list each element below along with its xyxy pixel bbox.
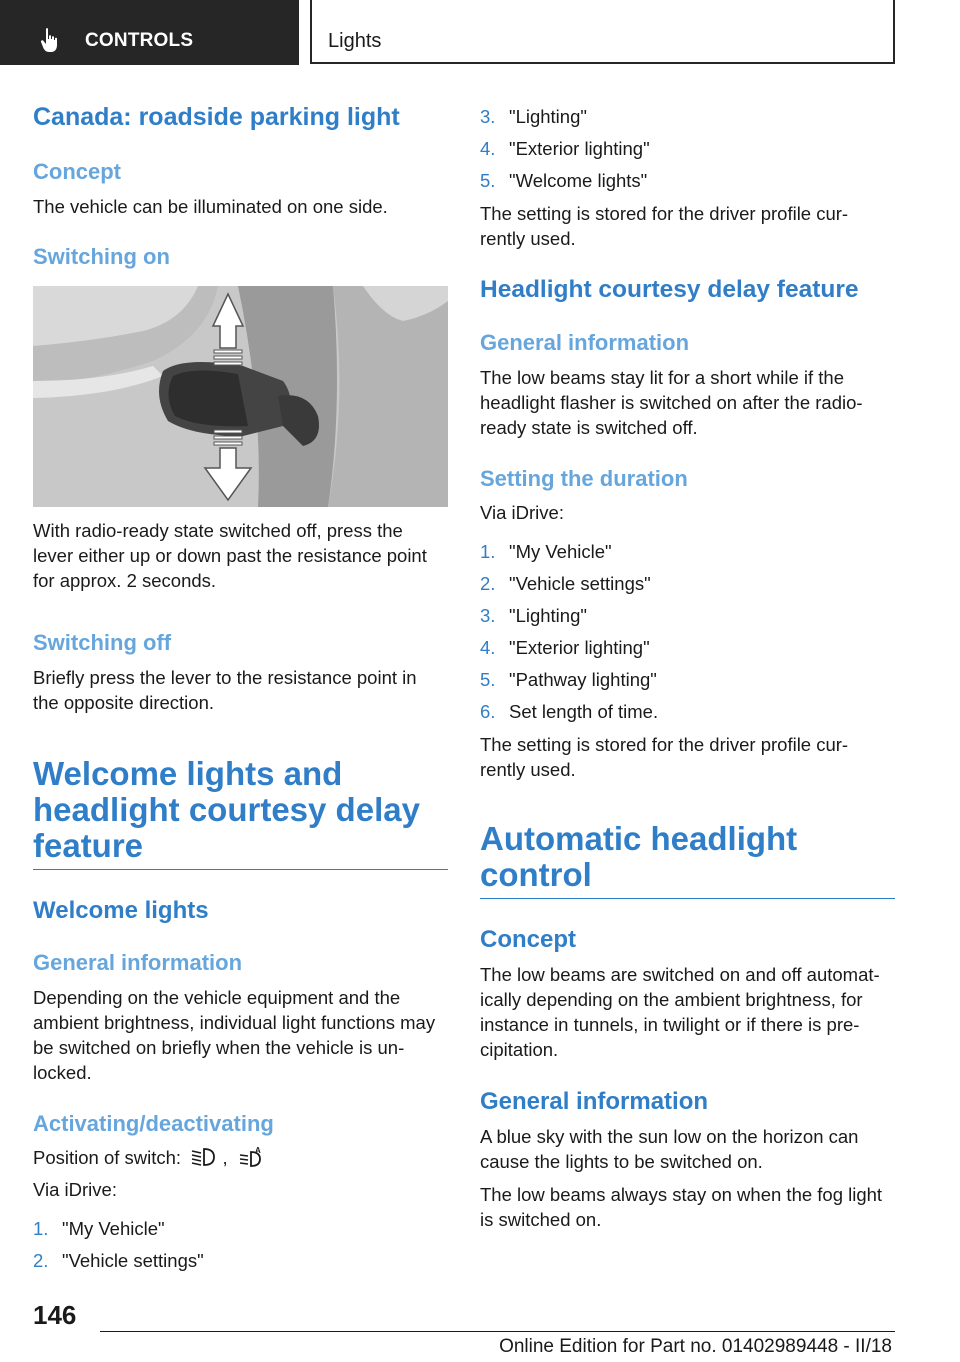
switching-on-heading: Switching on bbox=[33, 244, 170, 269]
list-item bbox=[480, 635, 650, 660]
svg-text:A: A bbox=[254, 1146, 261, 1155]
list-number: 5. bbox=[480, 170, 496, 191]
general-info-text-3: The low beams always stay on when the fog light bbox=[480, 1184, 883, 1205]
lever-illustration bbox=[33, 286, 448, 507]
list-item bbox=[480, 136, 650, 161]
list-number: 3. bbox=[480, 605, 496, 626]
list-item bbox=[480, 168, 647, 193]
list-item bbox=[480, 539, 612, 564]
welcome-title-line-1: Welcome lights and bbox=[33, 755, 343, 792]
stored-text-3: The setting is stored for the driver profile cur- bbox=[480, 734, 849, 755]
list-text: "My Vehicle" bbox=[62, 1218, 165, 1239]
list-number: 5. bbox=[480, 669, 496, 690]
list-number: 3. bbox=[480, 106, 496, 127]
general-info-text-2: cause the lights to be switched on. bbox=[480, 1151, 763, 1172]
via-idrive-label: Via iDrive: bbox=[480, 502, 564, 523]
list-item bbox=[33, 1216, 165, 1241]
low-beam-icon bbox=[191, 1146, 217, 1168]
via-idrive-label: Via iDrive: bbox=[33, 1179, 117, 1200]
concept-text-2: ically depending on the ambient brightness, for bbox=[480, 989, 863, 1010]
switching-off-heading: Switching off bbox=[33, 630, 172, 655]
welcome-lights-heading: Welcome lights bbox=[33, 897, 209, 924]
courtesy-text-3: ready state is switched off. bbox=[480, 417, 698, 438]
general-info-heading-2: General information bbox=[480, 1088, 709, 1115]
general-info-text-1: Depending on the vehicle equipment and the bbox=[33, 987, 401, 1008]
general-info-text-2: ambient brightness, individual light functions may bbox=[33, 1012, 436, 1033]
concept-text: The vehicle can be illuminated on one side. bbox=[33, 196, 388, 217]
welcome-title-line-2: headlight courtesy delay bbox=[33, 791, 420, 828]
list-item bbox=[480, 603, 587, 628]
general-info-text-4: is switched on. bbox=[480, 1209, 602, 1230]
list-number: 6. bbox=[480, 701, 496, 722]
concept-text-4: cipitation. bbox=[480, 1039, 559, 1060]
switch-position-text: Position of switch: bbox=[33, 1147, 182, 1168]
stored-text-4: rently used. bbox=[480, 759, 576, 780]
concept-heading: Concept bbox=[33, 159, 121, 184]
list-item bbox=[480, 667, 657, 692]
auto-headlight-icon bbox=[238, 1146, 264, 1168]
general-info-heading: General information bbox=[480, 330, 690, 355]
list-item bbox=[480, 699, 658, 724]
list-number: 2. bbox=[480, 573, 496, 594]
courtesy-text-2: headlight flasher is switched on after the radio- bbox=[480, 392, 863, 413]
courtesy-text-1: The low beams stay lit for a short while if the bbox=[480, 367, 844, 388]
general-info-text-3: be switched on briefly when the vehicle is un- bbox=[33, 1037, 405, 1058]
list-text: "Welcome lights" bbox=[509, 170, 648, 191]
turn-signal-lever-image bbox=[33, 286, 448, 507]
chapter-label: Lights bbox=[328, 30, 382, 52]
welcome-title-line-3: feature bbox=[33, 827, 144, 864]
list-text: "My Vehicle" bbox=[509, 541, 612, 562]
footer-rule bbox=[100, 1331, 895, 1332]
list-number: 1. bbox=[33, 1218, 49, 1239]
general-info-text-1: A blue sky with the sun low on the horizon can bbox=[480, 1126, 859, 1147]
page-number: 146 bbox=[33, 1300, 77, 1330]
list-item bbox=[33, 1248, 204, 1273]
auto-title-line-2: control bbox=[480, 856, 592, 893]
concept-heading: Concept bbox=[480, 926, 576, 953]
list-number: 4. bbox=[480, 637, 496, 658]
hand-pointer-icon bbox=[40, 27, 64, 53]
list-number: 4. bbox=[480, 138, 496, 159]
switching-on-text-2: lever either up or down past the resistance point bbox=[33, 545, 427, 566]
stored-text-2: rently used. bbox=[480, 228, 576, 249]
duration-heading: Setting the duration bbox=[480, 466, 688, 491]
list-item bbox=[480, 571, 651, 596]
activating-heading: Activating/deactivating bbox=[33, 1111, 274, 1136]
list-text: "Pathway lighting" bbox=[509, 669, 657, 690]
switching-on-text-1: With radio-ready state switched off, press the bbox=[33, 520, 403, 541]
list-item bbox=[480, 104, 587, 129]
switching-off-text-2: the opposite direction. bbox=[33, 692, 215, 713]
section-rule bbox=[480, 898, 895, 899]
switch-separator: , bbox=[222, 1147, 228, 1168]
section-rule bbox=[33, 869, 448, 870]
switch-position-line bbox=[33, 1145, 264, 1170]
list-text: "Exterior lighting" bbox=[509, 637, 650, 658]
edition-text: Online Edition for Part no. 01402989448 - II/18 bbox=[499, 1336, 892, 1357]
canada-heading: Canada: roadside parking light bbox=[33, 103, 400, 131]
chapter-tab bbox=[310, 0, 895, 64]
list-number: 2. bbox=[33, 1250, 49, 1271]
list-text: "Exterior lighting" bbox=[509, 138, 650, 159]
section-tab bbox=[0, 0, 299, 65]
stored-text-1: The setting is stored for the driver profile cur- bbox=[480, 203, 849, 224]
section-label: CONTROLS bbox=[85, 30, 194, 51]
list-number: 1. bbox=[480, 541, 496, 562]
list-text: "Lighting" bbox=[509, 106, 587, 127]
list-text: "Vehicle settings" bbox=[62, 1250, 204, 1271]
general-info-text-4: locked. bbox=[33, 1062, 92, 1083]
list-text: "Vehicle settings" bbox=[509, 573, 651, 594]
concept-text-1: The low beams are switched on and off automat- bbox=[480, 964, 880, 985]
list-text: Set length of time. bbox=[509, 701, 659, 722]
switching-on-text-3: for approx. 2 seconds. bbox=[33, 570, 217, 591]
switching-off-text-1: Briefly press the lever to the resistance point in bbox=[33, 667, 417, 688]
general-info-heading: General information bbox=[33, 950, 243, 975]
auto-title-line-1: Automatic headlight bbox=[480, 820, 798, 857]
courtesy-heading: Headlight courtesy delay feature bbox=[480, 276, 859, 303]
list-text: "Lighting" bbox=[509, 605, 587, 626]
concept-text-3: instance in tunnels, in twilight or if there is pre- bbox=[480, 1014, 860, 1035]
